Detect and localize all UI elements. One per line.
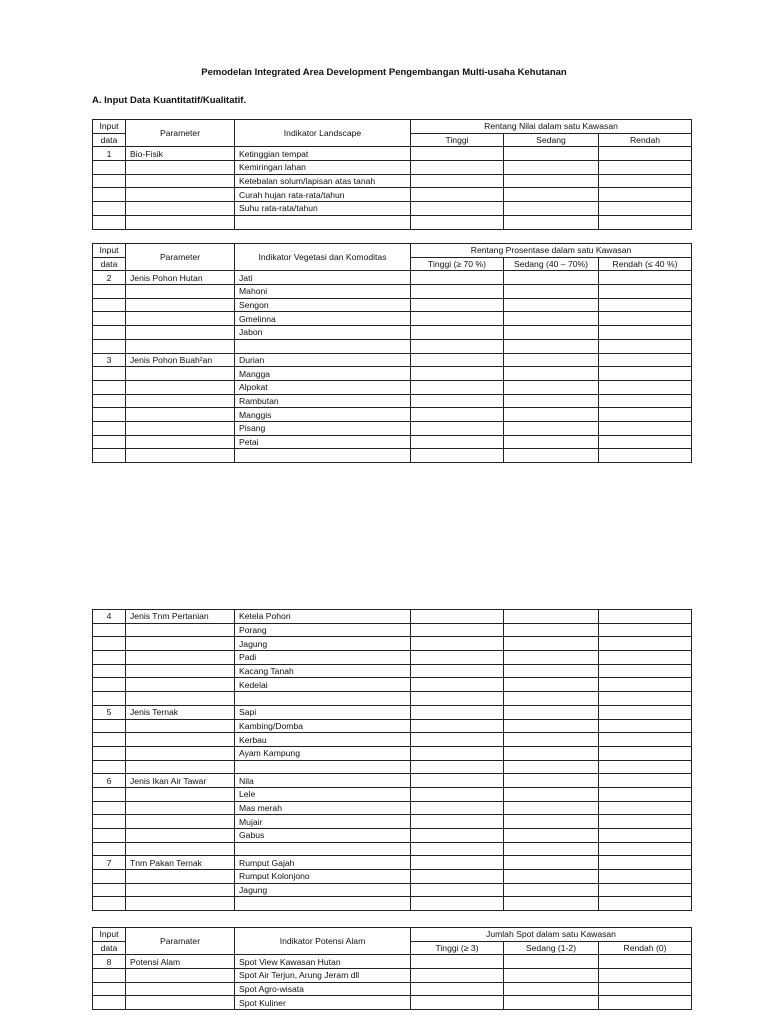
section-heading: A. Input Data Kuantitatif/Kualitatif. [92, 95, 247, 106]
low-cell[interactable] [599, 326, 692, 340]
table-row [93, 733, 692, 747]
parameter-cell: Potensi Alam [126, 955, 235, 969]
indicator-cell: Mas merah [235, 801, 411, 815]
high-cell[interactable] [411, 353, 504, 367]
low-cell[interactable] [599, 719, 692, 733]
table-row [93, 215, 692, 229]
low-header: Rendah (0) [599, 941, 692, 955]
low-cell[interactable] [599, 705, 692, 719]
high-cell[interactable] [411, 408, 504, 422]
indicator-cell: Jati [235, 271, 411, 285]
mid-cell[interactable] [504, 380, 599, 394]
vegetation-table [92, 243, 692, 463]
indicator-cell: Spot View Kawasan Hutan [235, 955, 411, 969]
parameter-cell: Tnm Pakan Ternak [126, 856, 235, 870]
table-row [93, 326, 692, 340]
high-cell[interactable] [411, 394, 504, 408]
parameter-cell: Jenis Ikan Air Tawar [126, 774, 235, 788]
mid-cell[interactable] [504, 367, 599, 381]
table-row [93, 271, 692, 285]
mid-cell[interactable] [504, 326, 599, 340]
table-row [93, 421, 692, 435]
low-cell[interactable] [599, 353, 692, 367]
mid-cell[interactable] [504, 664, 599, 678]
high-cell[interactable] [411, 271, 504, 285]
high-cell[interactable] [411, 147, 504, 161]
high-cell[interactable] [411, 719, 504, 733]
low-header: Rendah (≤ 40 %) [599, 257, 692, 271]
high-cell[interactable] [411, 705, 504, 719]
low-cell[interactable] [599, 637, 692, 651]
table-row [93, 408, 692, 422]
range-header: Jumlah Spot dalam satu Kawasan [411, 928, 692, 942]
low-cell[interactable] [599, 271, 692, 285]
mid-cell[interactable] [504, 421, 599, 435]
table-row [93, 610, 692, 624]
indicator-cell: Manggis [235, 408, 411, 422]
indicator-cell: Curah hujan rata-rata/tahun [235, 188, 411, 202]
high-cell[interactable] [411, 610, 504, 624]
indicator-cell: Ketebalan solum/lapisan atas tanah [235, 174, 411, 188]
table-row [93, 856, 692, 870]
mid-cell[interactable] [504, 705, 599, 719]
parameter-cell: Jenis Tnm Pertanian [126, 610, 235, 624]
low-cell[interactable] [599, 408, 692, 422]
high-cell[interactable] [411, 285, 504, 299]
indicator-cell: Kacang Tanah [235, 664, 411, 678]
indicator-cell: Porang [235, 623, 411, 637]
mid-cell[interactable] [504, 435, 599, 449]
mid-cell[interactable] [504, 312, 599, 326]
mid-cell[interactable] [504, 353, 599, 367]
table-row [93, 623, 692, 637]
indicator-cell: Durian [235, 353, 411, 367]
agriculture-table [92, 609, 692, 911]
high-cell[interactable] [411, 380, 504, 394]
low-cell[interactable] [599, 870, 692, 884]
table-row [93, 202, 692, 216]
blank-row [93, 449, 692, 463]
agriculture-body [93, 610, 692, 911]
mid-header: Sedang (1-2) [504, 941, 599, 955]
row-number: 8 [93, 955, 126, 969]
mid-cell[interactable] [504, 285, 599, 299]
blank-row [93, 897, 692, 911]
range-header: Rentang Nilai dalam satu Kawasan [411, 120, 692, 134]
low-cell[interactable] [599, 856, 692, 870]
high-cell[interactable] [411, 312, 504, 326]
high-cell[interactable] [411, 815, 504, 829]
input-data-header-2: data [93, 257, 126, 271]
blank-row [93, 760, 692, 774]
mid-cell[interactable] [504, 651, 599, 665]
table-row [93, 298, 692, 312]
low-cell[interactable] [599, 147, 692, 161]
mid-header: Sedang (40 – 70%) [504, 257, 599, 271]
low-cell[interactable] [599, 623, 692, 637]
parameter-header: Parameter [126, 120, 235, 147]
table-row [93, 719, 692, 733]
high-cell[interactable] [411, 787, 504, 801]
indicator-cell: Jagung [235, 883, 411, 897]
low-cell[interactable] [599, 678, 692, 692]
indicator-cell: Gmelinna [235, 312, 411, 326]
high-cell[interactable] [411, 421, 504, 435]
indicator-cell: Mangga [235, 367, 411, 381]
table-row [93, 353, 692, 367]
table-row [93, 870, 692, 884]
high-cell[interactable] [411, 435, 504, 449]
indicator-cell: Kerbau [235, 733, 411, 747]
low-cell[interactable] [599, 298, 692, 312]
low-cell[interactable] [599, 801, 692, 815]
mid-cell[interactable] [504, 801, 599, 815]
table-row [93, 955, 692, 969]
low-cell[interactable] [599, 733, 692, 747]
indicator-cell: Jabon [235, 326, 411, 340]
mid-cell[interactable] [504, 408, 599, 422]
high-cell[interactable] [411, 733, 504, 747]
landscape-table [92, 119, 692, 230]
input-data-header: Input [93, 244, 126, 258]
blank-row [93, 692, 692, 706]
indicator-header: Indikator Potensi Alam [235, 928, 411, 955]
table-row [93, 815, 692, 829]
indicator-cell: Suhu rata-rata/tahun [235, 202, 411, 216]
row-number: 6 [93, 774, 126, 788]
table-row [93, 161, 692, 175]
mid-cell[interactable] [504, 829, 599, 843]
high-cell[interactable] [411, 664, 504, 678]
table-row [93, 829, 692, 843]
low-cell[interactable] [599, 774, 692, 788]
indicator-cell: Ayam Kampung [235, 746, 411, 760]
low-cell[interactable] [599, 651, 692, 665]
low-cell[interactable] [599, 787, 692, 801]
blank-row [93, 842, 692, 856]
table-row [93, 174, 692, 188]
table-row [93, 969, 692, 983]
high-header: Tinggi [411, 133, 504, 147]
indicator-cell: Mahoni [235, 285, 411, 299]
indicator-cell: Sengon [235, 298, 411, 312]
indicator-cell: Kemiringan lahan [235, 161, 411, 175]
mid-cell[interactable] [504, 637, 599, 651]
indicator-cell: Kedelai [235, 678, 411, 692]
table-row [93, 147, 692, 161]
row-number: 2 [93, 271, 126, 285]
high-cell[interactable] [411, 883, 504, 897]
input-data-header: Input [93, 928, 126, 942]
range-header: Rentang Prosentase dalam satu Kawasan [411, 244, 692, 258]
high-cell[interactable] [411, 829, 504, 843]
indicator-cell: Spot Kuliner [235, 996, 411, 1010]
low-cell[interactable] [599, 610, 692, 624]
low-cell[interactable] [599, 829, 692, 843]
indicator-header: Indikator Landscape [235, 120, 411, 147]
parameter-header: Paramater [126, 928, 235, 955]
indicator-cell: Sapi [235, 705, 411, 719]
blank-row [93, 339, 692, 353]
low-cell[interactable] [599, 367, 692, 381]
table-row [93, 285, 692, 299]
low-cell[interactable] [599, 394, 692, 408]
low-header: Rendah [599, 133, 692, 147]
table-row [93, 787, 692, 801]
indicator-cell: Gabus [235, 829, 411, 843]
row-number: 1 [93, 147, 126, 161]
input-data-header: Input [93, 120, 126, 134]
row-number: 7 [93, 856, 126, 870]
high-cell[interactable] [411, 367, 504, 381]
high-cell[interactable] [411, 623, 504, 637]
mid-cell[interactable] [504, 856, 599, 870]
mid-header: Sedang [504, 133, 599, 147]
table-row [93, 883, 692, 897]
low-cell[interactable] [599, 312, 692, 326]
mid-cell[interactable] [504, 774, 599, 788]
row-number: 4 [93, 610, 126, 624]
row-number: 3 [93, 353, 126, 367]
low-cell[interactable] [599, 435, 692, 449]
table-row [93, 637, 692, 651]
low-cell[interactable] [599, 285, 692, 299]
indicator-cell: Rumput Kolonjono [235, 870, 411, 884]
high-cell[interactable] [411, 746, 504, 760]
high-cell[interactable] [411, 774, 504, 788]
mid-cell[interactable] [504, 298, 599, 312]
high-header: Tinggi (≥ 3) [411, 941, 504, 955]
low-cell[interactable] [599, 380, 692, 394]
low-cell[interactable] [599, 664, 692, 678]
row-number: 5 [93, 705, 126, 719]
indicator-cell: Kambing/Domba [235, 719, 411, 733]
parameter-cell: Jenis Ternak [126, 705, 235, 719]
mid-cell[interactable] [504, 271, 599, 285]
landscape-body [93, 147, 692, 229]
table-row [93, 312, 692, 326]
table-row [93, 380, 692, 394]
high-cell[interactable] [411, 651, 504, 665]
nature-potential-table [92, 927, 692, 1010]
input-data-header-2: data [93, 133, 126, 147]
vegetation-body [93, 271, 692, 463]
high-cell[interactable] [411, 637, 504, 651]
high-cell[interactable] [411, 326, 504, 340]
mid-cell[interactable] [504, 733, 599, 747]
page-title: Pemodelan Integrated Area Development Pengembangan Multi-usaha Kehutanan [201, 67, 567, 78]
indicator-cell: Spot Agro-wisata [235, 982, 411, 996]
table-row [93, 367, 692, 381]
indicator-cell: Alpokat [235, 380, 411, 394]
indicator-cell: Rambutan [235, 394, 411, 408]
table-row [93, 394, 692, 408]
mid-cell[interactable] [504, 394, 599, 408]
mid-cell[interactable] [504, 147, 599, 161]
table-row [93, 774, 692, 788]
low-cell[interactable] [599, 421, 692, 435]
high-header: Tinggi (≥ 70 %) [411, 257, 504, 271]
mid-cell[interactable] [504, 610, 599, 624]
indicator-cell: Ketela Pohon [235, 610, 411, 624]
indicator-cell: Mujair [235, 815, 411, 829]
indicator-cell: Ketinggian tempat [235, 147, 411, 161]
mid-cell[interactable] [504, 870, 599, 884]
nature-body [93, 955, 692, 1010]
table-row [93, 435, 692, 449]
low-cell[interactable] [599, 746, 692, 760]
high-cell[interactable] [411, 801, 504, 815]
mid-cell[interactable] [504, 746, 599, 760]
mid-cell[interactable] [504, 719, 599, 733]
table-row [93, 746, 692, 760]
high-cell[interactable] [411, 298, 504, 312]
table-row [93, 801, 692, 815]
table-row [93, 996, 692, 1010]
indicator-header: Indikator Vegetasi dan Komoditas [235, 244, 411, 271]
indicator-cell: Rumput Gajah [235, 856, 411, 870]
indicator-cell: Nila [235, 774, 411, 788]
high-cell[interactable] [411, 870, 504, 884]
mid-cell[interactable] [504, 678, 599, 692]
table-row [93, 188, 692, 202]
parameter-cell: Jenis Pohon Hutan [126, 271, 235, 285]
table-row [93, 982, 692, 996]
mid-cell[interactable] [504, 787, 599, 801]
parameter-cell: Bio-Fisik [126, 147, 235, 161]
mid-cell[interactable] [504, 883, 599, 897]
table-row [93, 664, 692, 678]
parameter-cell: Jenis Pohon Buah²an [126, 353, 235, 367]
low-cell[interactable] [599, 815, 692, 829]
mid-cell[interactable] [504, 815, 599, 829]
indicator-cell: Pisang [235, 421, 411, 435]
mid-cell[interactable] [504, 623, 599, 637]
high-cell[interactable] [411, 678, 504, 692]
indicator-cell: Padi [235, 651, 411, 665]
high-cell[interactable] [411, 856, 504, 870]
indicator-cell: Petai [235, 435, 411, 449]
table-row [93, 678, 692, 692]
table-row [93, 651, 692, 665]
indicator-cell: Spot Air Terjun, Arung Jeram dll [235, 969, 411, 983]
input-data-header-2: data [93, 941, 126, 955]
indicator-cell: Jagung [235, 637, 411, 651]
low-cell[interactable] [599, 883, 692, 897]
indicator-cell: Lele [235, 787, 411, 801]
parameter-header: Parameter [126, 244, 235, 271]
table-row [93, 705, 692, 719]
